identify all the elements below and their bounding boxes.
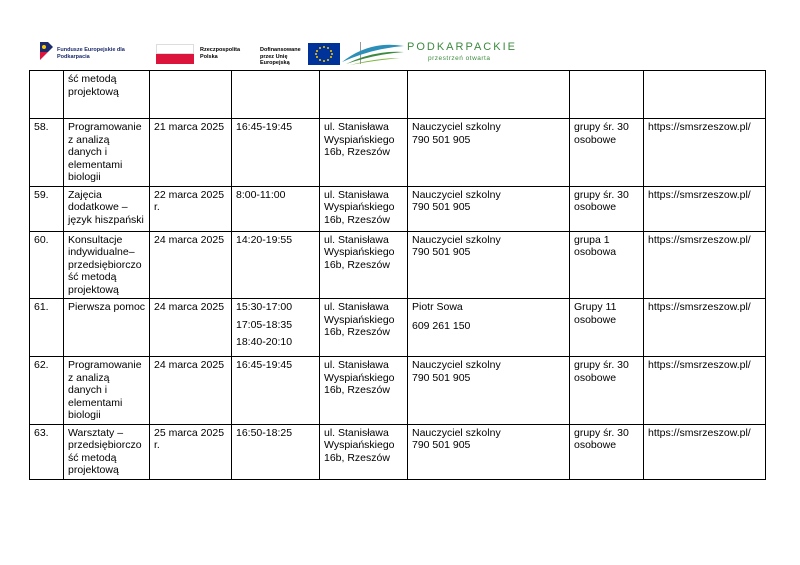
cell-group: grupy śr. 30 osobowe [570, 424, 644, 479]
cell-group: grupy śr. 30 osobowe [570, 186, 644, 231]
contact-phone: 790 501 905 [412, 201, 471, 213]
cell-date: 21 marca 2025 [150, 119, 232, 187]
cell-subject: Zajęcia dodatkowe – język hiszpański [64, 186, 150, 231]
cell-subject: Programowanie z analizą danych i elementami biologii [64, 357, 150, 425]
time-slot: 16:45-19:45 [236, 121, 293, 133]
cell-group [570, 71, 644, 119]
contact-phone: 609 261 150 [412, 319, 471, 332]
cell-no [30, 71, 64, 119]
cell-no: 62. [30, 357, 64, 425]
cell-date: 22 marca 2025 r. [150, 186, 232, 231]
contact-phone: 790 501 905 [412, 133, 471, 146]
time-slot: 18:40-20:10 [236, 336, 293, 348]
eu-flag-icon [308, 43, 340, 65]
cell-url[interactable]: https://smsrzeszow.pl/ [644, 424, 766, 479]
contact-name: Nauczyciel szkolny [412, 121, 501, 133]
european-funds-logo-icon [38, 40, 54, 62]
cell-subject: Konsultacje indywidualne– przedsiębiorczo ść metodą projektową [64, 231, 150, 299]
cell-url [644, 71, 766, 119]
cell-time [232, 299, 320, 357]
polish-flag-white-icon [156, 44, 194, 54]
table-row [30, 299, 766, 357]
time-slot: 14:20-19:55 [236, 233, 293, 246]
cell-no: 63. [30, 424, 64, 479]
cell-date: 24 marca 2025 [150, 357, 232, 425]
cell-time [232, 186, 320, 231]
contact-phone: 790 501 905 [412, 246, 471, 258]
eu-funding-text: Dofinansowane przez Unię Europejską [260, 47, 301, 66]
cell-url[interactable]: https://smsrzeszow.pl/ [644, 119, 766, 187]
table-row [30, 424, 766, 479]
polish-flag-red-icon [156, 54, 194, 64]
schedule-table [29, 70, 766, 480]
cell-subject: Programowanie z analizą danych i elementami biologii [64, 119, 150, 187]
cell-contact [408, 357, 570, 425]
cell-address: ul. Stanisława Wyspiańskiego 16b, Rzeszów [320, 357, 408, 425]
cell-contact [408, 231, 570, 299]
podkarpackie-swoosh-icon [340, 38, 406, 66]
cell-date: 24 marca 2025 [150, 299, 232, 357]
cell-time [232, 119, 320, 187]
cell-address: ul. Stanisława Wyspiańskiego 16b, Rzeszów [320, 231, 408, 299]
cell-group: grupy śr. 30 osobowe [570, 357, 644, 425]
cell-contact [408, 424, 570, 479]
cell-subject: Pierwsza pomoc [64, 299, 150, 357]
cell-address [320, 71, 408, 119]
cell-no: 61. [30, 299, 64, 357]
table-row-continued [30, 71, 766, 119]
cell-url[interactable]: https://smsrzeszow.pl/ [644, 186, 766, 231]
cell-time [232, 231, 320, 299]
time-slot: 17:05-18:35 [236, 318, 293, 331]
contact-name: Nauczyciel szkolny [412, 426, 501, 439]
time-slot: 15:30-17:00 [236, 301, 293, 313]
region-slogan: przestrzeń otwarta [428, 55, 491, 62]
cell-subject: ść metodą projektową [64, 71, 150, 119]
european-funds-text: Fundusze Europejskie dla Podkarpacia [57, 47, 125, 60]
table-row [30, 357, 766, 425]
cell-group: Grupy 11 osobowe [570, 299, 644, 357]
cell-url[interactable]: https://smsrzeszow.pl/ [644, 357, 766, 425]
cell-contact [408, 119, 570, 187]
cell-address: ul. Stanisława Wyspiańskiego 16b, Rzeszów [320, 424, 408, 479]
cell-address: ul. Stanisława Wyspiańskiego 16b, Rzeszów [320, 186, 408, 231]
region-name: PODKARPACKIE [407, 41, 517, 53]
table-row [30, 186, 766, 231]
rp-text: Rzeczpospolita Polska [200, 47, 241, 60]
logo-bar [38, 36, 518, 68]
table-row [30, 231, 766, 299]
cell-no: 59. [30, 186, 64, 231]
cell-no: 60. [30, 231, 64, 299]
cell-date [150, 71, 232, 119]
cell-time [232, 71, 320, 119]
cell-time [232, 424, 320, 479]
cell-address: ul. Stanisława Wyspiańskiego 16b, Rzeszów [320, 299, 408, 357]
time-slot: 16:50-18:25 [236, 426, 293, 439]
contact-name: Nauczyciel szkolny [412, 359, 501, 371]
cell-url[interactable]: https://smsrzeszow.pl/ [644, 299, 766, 357]
cell-subject: Warsztaty – przedsiębiorczo ść metodą projektową [64, 424, 150, 479]
cell-contact [408, 299, 570, 357]
cell-group: grupa 1 osobowa [570, 231, 644, 299]
table-row [30, 119, 766, 187]
podkarpackie-logo [340, 38, 520, 66]
contact-name: Nauczyciel szkolny [412, 233, 501, 246]
contact-phone: 790 501 905 [412, 371, 471, 384]
contact-name: Nauczyciel szkolny [412, 188, 501, 201]
cell-contact [408, 186, 570, 231]
time-slot: 16:45-19:45 [236, 359, 293, 371]
contact-name: Piotr Sowa [412, 301, 463, 313]
contact-phone: 790 501 905 [412, 439, 471, 451]
cell-group: grupy śr. 30 osobowe [570, 119, 644, 187]
cell-time [232, 357, 320, 425]
cell-address: ul. Stanisława Wyspiańskiego 16b, Rzeszów [320, 119, 408, 187]
cell-date: 24 marca 2025 [150, 231, 232, 299]
cell-url[interactable]: https://smsrzeszow.pl/ [644, 231, 766, 299]
cell-no: 58. [30, 119, 64, 187]
cell-date: 25 marca 2025 r. [150, 424, 232, 479]
time-slot: 8:00-11:00 [236, 188, 286, 201]
cell-contact [408, 71, 570, 119]
